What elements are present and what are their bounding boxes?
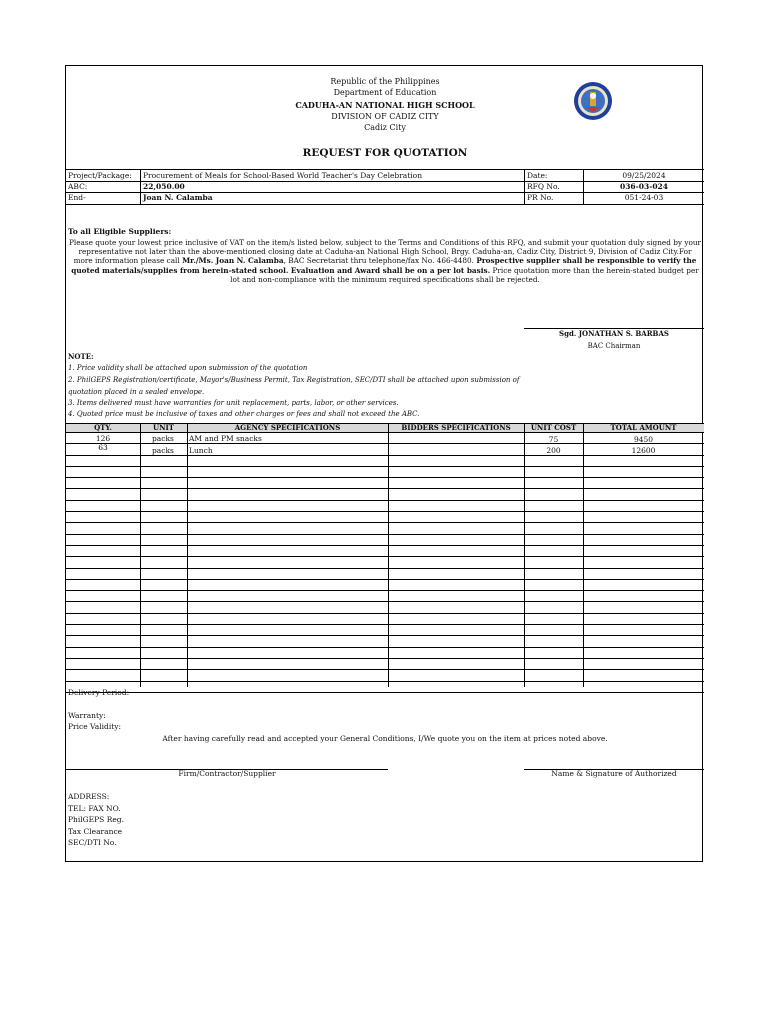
pr-label: PR No. xyxy=(527,193,554,202)
table-row xyxy=(66,682,704,693)
note-heading: NOTE: xyxy=(68,352,94,361)
table-row xyxy=(66,670,704,681)
col-agency-spec: AGENCY SPECIFICATIONS xyxy=(234,423,341,432)
table-row xyxy=(66,523,704,534)
authorized-label: Name & Signature of Authorized xyxy=(551,769,677,778)
note-4: 4. Quoted price must be inclusive of taxes and other charges or fees and shall not exceed the ABC. xyxy=(68,410,420,418)
date-value: 09/25/2024 xyxy=(622,171,666,180)
date-label: Date: xyxy=(527,171,548,180)
row1-cost: 75 xyxy=(548,435,559,444)
table-row xyxy=(66,535,704,546)
divider xyxy=(140,169,141,204)
table-row xyxy=(66,569,704,580)
note-2b: quotation placed in a sealed envelope. xyxy=(68,388,205,396)
page-title: REQUEST FOR QUOTATION xyxy=(302,147,468,159)
intro-text: , BAC Secretariat thru telephone/fax No. 466-4480. xyxy=(283,256,474,266)
col-unit-cost: UNIT COST xyxy=(530,423,577,432)
bac-chairman-position: BAC Chairman xyxy=(587,342,641,350)
divider xyxy=(66,204,704,205)
row1-unit: packs xyxy=(152,434,174,443)
table-row xyxy=(66,478,704,489)
row2-cost: 200 xyxy=(546,446,561,455)
intro-paragraph xyxy=(68,238,702,284)
rfq-value: 036-03-024 xyxy=(620,182,668,191)
table-row xyxy=(66,636,704,647)
contact-name: Mr./Ms. Joan N. Calamba xyxy=(182,256,284,266)
header-city: Cadiz City xyxy=(364,123,406,132)
philgeps-label: PhilGEPS Reg. xyxy=(68,815,124,824)
table-row xyxy=(66,580,704,591)
divider xyxy=(187,423,188,687)
project-label: Project/Package: xyxy=(68,171,132,180)
header-republic: Republic of the Philippines xyxy=(330,77,440,86)
sec-dti-label: SEC/DTI No. xyxy=(68,838,117,847)
rfq-label: RFQ No. xyxy=(527,182,560,191)
table-row xyxy=(66,467,704,478)
school-seal-icon xyxy=(573,81,613,121)
table-row xyxy=(66,557,704,568)
table-row xyxy=(66,456,704,467)
row1-spec: AM and PM snacks xyxy=(189,434,262,443)
warranty-label: Warranty: xyxy=(68,711,106,720)
header-department: Department of Education xyxy=(333,88,437,97)
intro-text: Price quotation more than the herein-stated budget per lot and non-compliance with the minimum required specifications shall be rejected. xyxy=(230,265,699,284)
row2-unit: packs xyxy=(152,446,174,455)
col-unit: UNIT xyxy=(153,423,174,432)
col-qty: QTY. xyxy=(94,423,112,432)
row2-spec: Lunch xyxy=(189,446,213,455)
table-row xyxy=(66,512,704,523)
end-value: Joan N. Calamba xyxy=(143,193,213,202)
col-bidder-spec: BIDDERS SPECIFICATIONS xyxy=(401,423,511,432)
note-3: 3. Items delivered must have warranties for unit replacement, parts, labor, or other services. xyxy=(68,399,399,407)
divider xyxy=(583,169,584,204)
pr-value: 051-24-03 xyxy=(624,193,664,202)
end-label: End- xyxy=(68,193,86,202)
table-row xyxy=(66,603,704,614)
table-row xyxy=(66,614,704,625)
row2-total: 12600 xyxy=(631,446,656,455)
note-1: 1. Price validity shall be attached upon submission of the quotation xyxy=(68,364,308,372)
col-total: TOTAL AMOUNT xyxy=(610,423,677,432)
project-value: Procurement of Meals for School-Based World Teacher's Day Celebration xyxy=(143,171,423,180)
row1-qty: 126 xyxy=(95,434,111,443)
abc-label: ABC: xyxy=(68,182,88,191)
divider xyxy=(583,423,584,687)
row1-total: 9450 xyxy=(633,435,654,444)
divider xyxy=(66,169,704,170)
rfq-document xyxy=(65,65,703,862)
divider xyxy=(388,423,389,687)
tax-clearance-label: Tax Clearance xyxy=(68,827,123,836)
header-division: DIVISION OF CADIZ CITY xyxy=(331,112,439,121)
table-row xyxy=(66,625,704,636)
row2-qty: 63 xyxy=(98,443,108,452)
firm-label: Firm/Contractor/Supplier xyxy=(178,769,276,778)
acceptance-statement: After having carefully read and accepted your General Conditions, I/We quote you on the item at prices noted above. xyxy=(162,734,608,743)
intro-text: Please quote your lowest price inclusive of VAT on the item/s listed below, subject to the Terms and Conditions of this RFQ, and submit your quotation duly signed by your representative not later than the above-mentioned closing date at Caduha-an National High School, Brgy. Caduha-an, Cadiz City, District 9, Division of Cadiz City.For more information please call xyxy=(68,238,702,266)
divider xyxy=(524,423,525,687)
table-row xyxy=(66,490,704,501)
intro-heading: To all Eligible Suppliers: xyxy=(68,227,172,236)
note-2: 2. PhilGEPS Registration/certificate, Mayor's/Business Permit, Tax Registration, SEC/DTI shall be attached upon submission of xyxy=(68,376,520,384)
table-row xyxy=(66,501,704,512)
intro-bold-text: Prospective supplier shall be responsible to verify the quoted materials/supplies from herein-stated school. Evaluation and Award shall be on a per lot basis. xyxy=(71,256,697,275)
tel-fax-label: TEL: FAX NO. xyxy=(68,804,121,813)
table-row xyxy=(66,659,704,670)
table-row xyxy=(66,546,704,557)
price-validity-label: Price Validity: xyxy=(68,722,122,731)
address-label: ADDRESS: xyxy=(68,792,110,801)
header-school: CADUHA-AN NATIONAL HIGH SCHOOL xyxy=(295,100,475,110)
table-row xyxy=(66,591,704,602)
table-row xyxy=(66,648,704,659)
delivery-period-label: Delivery Period: xyxy=(68,688,130,697)
divider xyxy=(140,423,141,687)
divider xyxy=(524,169,525,204)
abc-value: 22,050.00 xyxy=(143,182,185,191)
bac-chairman-name: Sgd. JONATHAN S. BARBAS xyxy=(559,329,669,338)
